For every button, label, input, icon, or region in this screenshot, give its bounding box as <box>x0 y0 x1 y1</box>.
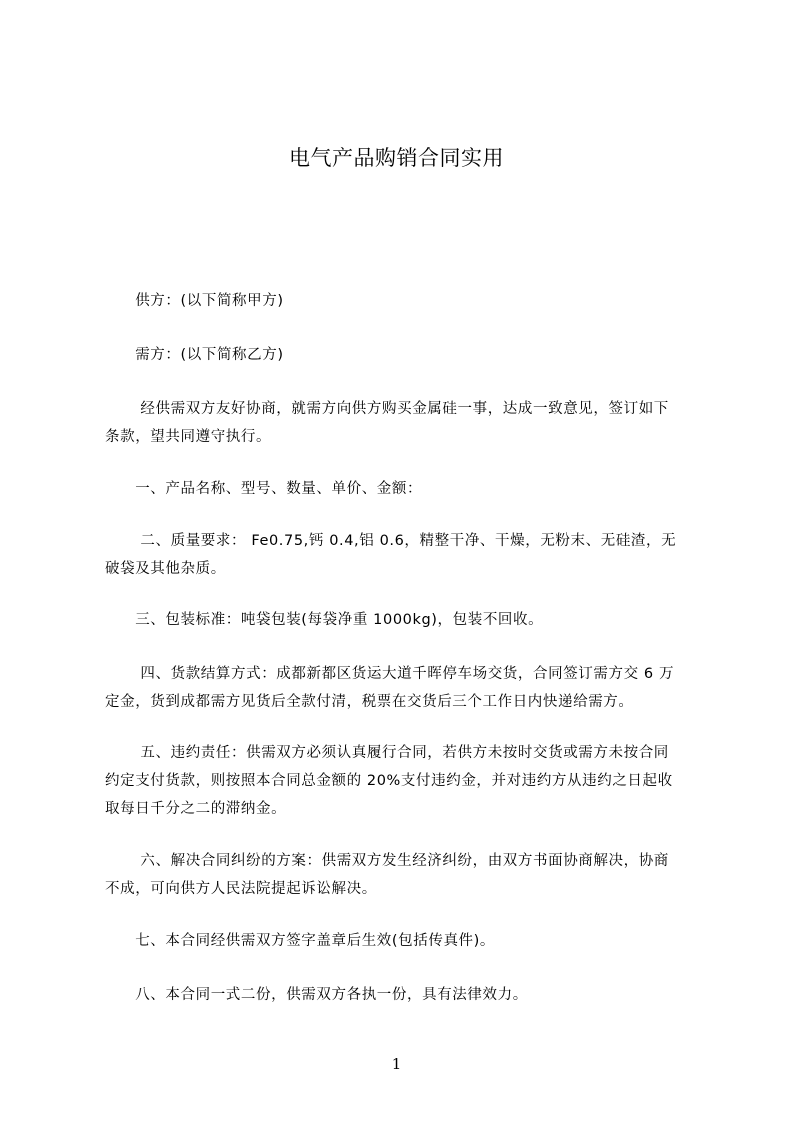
clause-4-payment <box>105 660 711 716</box>
paragraph-supplier <box>105 287 711 315</box>
paragraph-line: 一、产品名称、型号、数量、单价、金额： <box>105 481 423 497</box>
clause-1-product <box>105 475 711 503</box>
paragraph-line: 二、质量要求： Fe0.75,钙 0.4,铝 0.6，精整干净、干燥，无粉末、无硅渣，无 <box>105 533 677 549</box>
paragraph-line: 六、解决合同纠纷的方案：供需双方发生经济纠纷，由双方书面协商解决，协商 <box>105 853 669 869</box>
paragraph-line: 需方：(以下简称乙方) <box>105 347 284 363</box>
paragraph-line: 供方：(以下简称甲方) <box>105 293 284 309</box>
paragraph-line: 定金，货到成都需方见货后全款付清，税票在交货后三个工作日内快递给需方。 <box>105 694 634 710</box>
paragraph-line: 三、包装标准：吨袋包装(每袋净重 1000kg)，包装不回收。 <box>105 612 544 628</box>
document-title: 电气产品购销合同实用 <box>289 146 504 170</box>
paragraph-line: 不成，可向供方人民法院提起诉讼解决。 <box>105 881 377 897</box>
paragraph-line: 条款，望共同遵守执行。 <box>105 429 272 445</box>
paragraph-line: 破袋及其他杂质。 <box>105 561 226 577</box>
paragraph-line: 经供需双方友好协商，就需方向供方购买金属硅一事，达成一致意见，签订如下 <box>105 401 669 417</box>
paragraph-intro <box>105 395 711 451</box>
clause-2-quality <box>105 527 711 583</box>
paragraph-line: 取每日千分之二的滞纳金。 <box>105 801 287 817</box>
clause-6-dispute <box>105 847 711 903</box>
paragraph-line: 五、违约责任：供需双方必须认真履行合同，若供方未按时交货或需方未按合同 <box>105 745 669 761</box>
paragraph-line: 四、货款结算方式：成都新都区货运大道千晖停车场交货，合同签订需方交 6 万 <box>105 666 675 682</box>
clause-8-copies <box>105 981 711 1009</box>
clause-5-liability <box>105 739 711 823</box>
paragraph-line: 约定支付货款，则按照本合同总金额的 20%支付违约金，并对违约方从违约之日起收 <box>105 773 673 789</box>
clause-3-packaging <box>105 606 711 634</box>
clause-7-effective <box>105 927 711 955</box>
paragraph-buyer <box>105 341 711 369</box>
page-number: 1 <box>391 1055 402 1073</box>
paragraph-line: 七、本合同经供需双方签字盖章后生效(包括传真件)。 <box>105 933 496 949</box>
paragraph-line: 八、本合同一式二份，供需双方各执一份，具有法律效力。 <box>105 987 528 1003</box>
